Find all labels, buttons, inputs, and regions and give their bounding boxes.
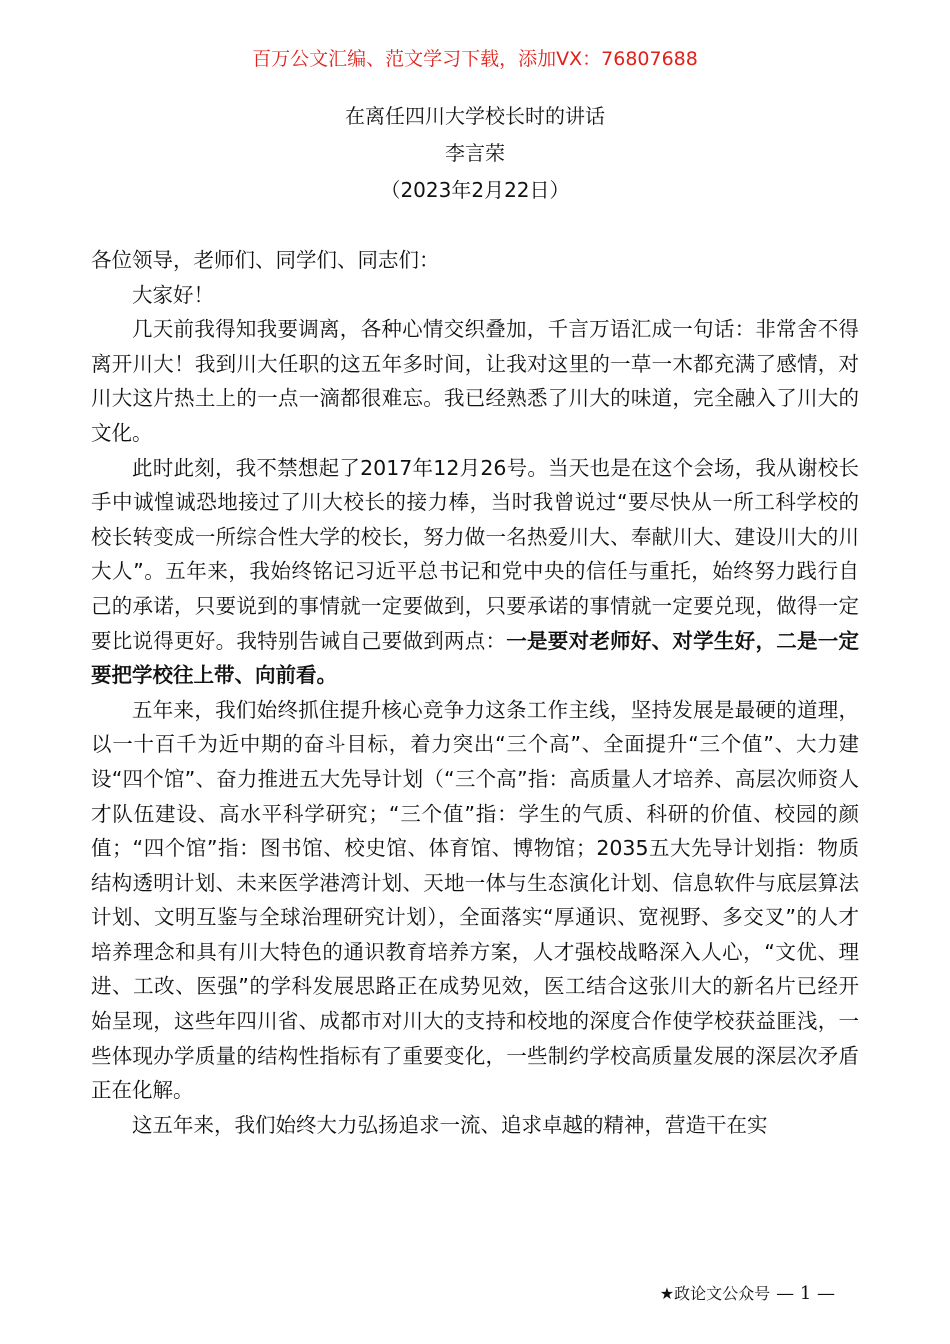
paragraph-1: 几天前我得知我要调离，各种心情交织叠加，千言万语汇成一句话：非常舍不得离开川大！我到川大任职的这五年多时间，让我对这里的一草一木都充满了感情，对川大这片热土上的一点一滴都很难忘。我已经熟悉了川大的味道，完全融入了川大的文化。 xyxy=(91,317,859,445)
footer-label: ★政论文公众号 xyxy=(659,1284,771,1303)
salutation: 各位领导，老师们、同学们、同志们： xyxy=(91,248,440,272)
paragraph-2-emphasis: 一是要对老师好、对学生好，二是一定要把学校往上带、向前看。 xyxy=(91,628,860,688)
speech-author: 李言荣 xyxy=(445,141,505,165)
header-banner: 百万公文汇编、范文学习下载，添加VX：76807688 xyxy=(252,48,698,70)
page-footer xyxy=(660,1283,835,1305)
paragraph-3: 五年来，我们始终抓住提升核心竞争力这条工作主线，坚持发展是最硬的道理，以一十百千为近中期的奋斗目标，着力突出“三个高”、全面提升“三个值”、大力建设“四个馆”、奋力推进五大先导计划（“三个高”指：高质量人才培养、高层次师资人才队伍建设、高水平科学研究；“三个值”指：学生的气质、科研的价值、校园的颜值；“四个馆”指：图书馆、校史馆、体育馆、博物馆；2035五大先导计划指：物质结构透明计划、未来医学港湾计划、天地一体与生态演化计划、信息软件与底层算法计划、文明互鉴与全球治理研究计划），全面落实“厚通识、宽视野、多交叉”的人才培养理念和具有川大特色的通识教育培养方案，人才强校战略深入人心，“文优、理进、工改、医强”的学科发展思路正在成势见效，医工结合这张川大的新名片已经开始呈现，这些年四川省、成都市对川大的支持和校地的深度合作使学校获益匪浅，一些体现办学质量的结构性指标有了重要变化，一些制约学校高质量发展的深层次矛盾正在化解。 xyxy=(91,697,859,1103)
speech-title: 在离任四川大学校长时的讲话 xyxy=(345,104,605,128)
page-number: — 1 — xyxy=(776,1283,835,1304)
title-block xyxy=(0,98,950,209)
greeting: 大家好！ xyxy=(132,282,214,307)
speech-body xyxy=(91,243,859,1142)
speech-date: （2023年2月22日） xyxy=(380,178,570,202)
paragraph-2 xyxy=(91,451,859,693)
paragraph-2-text: 此时此刻，我不禁想起了2017年12月26号。当天也是在这个会场，我从谢校长手中诚惶诚恐地接过了川大校长的接力棒，当时我曾说过“要尽快从一所工科学校的校长转变成一所综合性大学的校长，努力做一名热爱川大、奉献川大、建设川大的川大人”。五年来，我始终铭记习近平总书记和党中央的信任与重托，始终努力践行自己的承诺，只要说到的事情就一定要做到，只要承诺的事情就一定要兑现，做得一定要比说得更好。我特别告诫自己要做到两点： xyxy=(91,455,859,653)
paragraph-4: 这五年来，我们始终大力弘扬追求一流、追求卓越的精神，营造干在实 xyxy=(132,1112,768,1137)
